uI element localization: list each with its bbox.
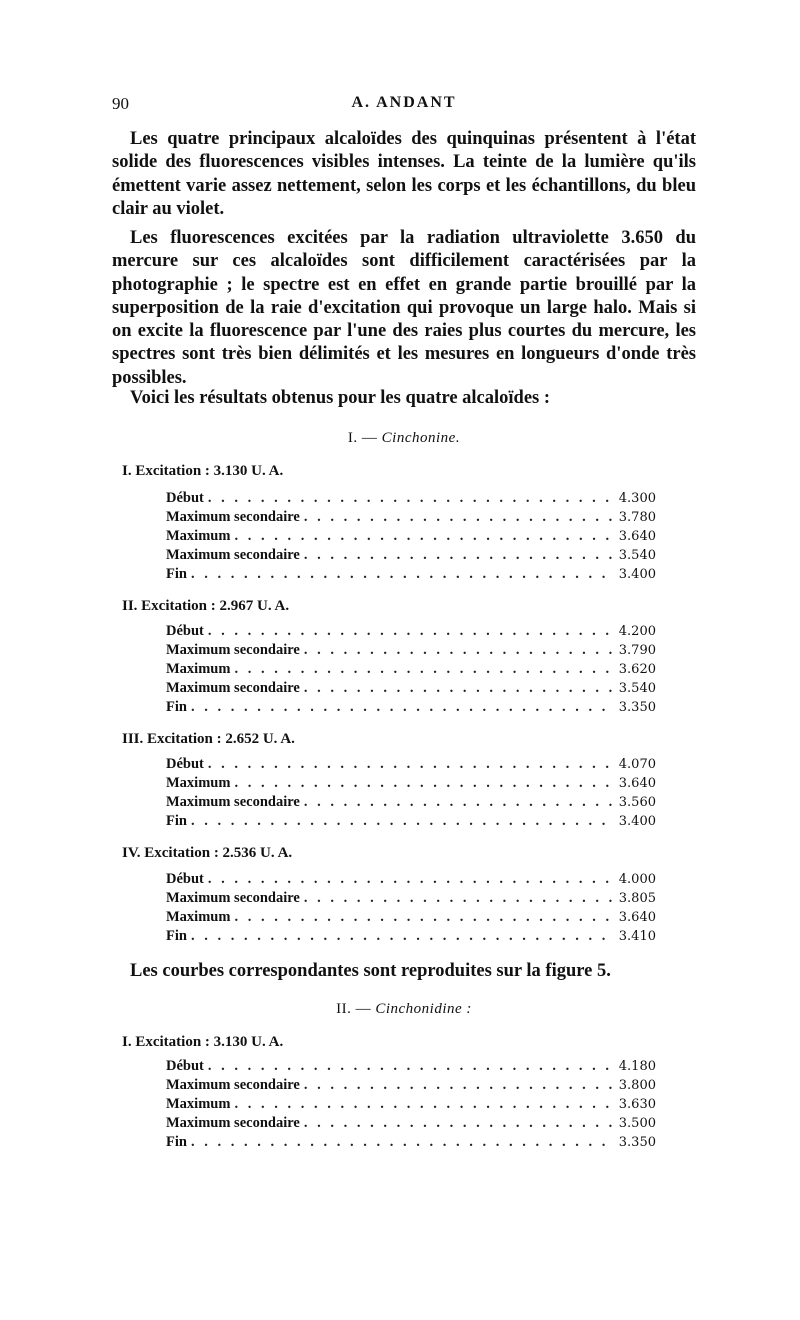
- leader-dots: [234, 528, 614, 545]
- leader-dots: [304, 794, 615, 811]
- leader-dots: [304, 1115, 615, 1132]
- leader-dots: [208, 490, 615, 507]
- leader-dots: [191, 699, 615, 716]
- measurement-value: 3.780: [618, 510, 656, 525]
- paragraph-intro: Les quatre principaux alcaloïdes des quinquinas présentent à l'état solide des fluorescences visibles intenses. La teinte de la lumière qu'ils émettent varie assez nettement, selon les corps et les échantillons, du bleu clair au violet.: [112, 129, 696, 219]
- measurement-label: Maximum secondaire: [166, 1115, 300, 1131]
- measurement-list: [166, 490, 656, 585]
- paragraph-method: Les fluorescences excitées par la radiation ultraviolette 3.650 du mercure sur ces alcaloïdes sont difficilement caractérisées par la photographie ; le spectre est en effet en grande partie brouillé par la superposition de la raie d'excitation qui provoque un large halo. Mais si on excite la fluorescence par l'une des raies plus courtes du mercure, les spectres sont très bien délimités et les mesures en longueurs d'onde très possibles.: [112, 228, 696, 388]
- section-number: II. —: [336, 1001, 372, 1017]
- measurement-value: 3.540: [618, 681, 656, 696]
- measurement-row: [166, 661, 656, 680]
- measurement-row: [166, 680, 656, 699]
- leader-dots: [234, 775, 614, 792]
- measurement-value: 3.500: [618, 1116, 656, 1131]
- measurement-row: [166, 490, 656, 509]
- section-title-cinchonine: [112, 430, 696, 447]
- measurement-value: 4.180: [618, 1059, 656, 1074]
- section-name: Cinchonidine :: [375, 1001, 472, 1017]
- measurement-label: Maximum secondaire: [166, 794, 300, 810]
- measurement-value: 3.350: [618, 1135, 656, 1150]
- running-title: A. ANDANT: [351, 94, 457, 111]
- measurement-row: [166, 623, 656, 642]
- paragraph-results-lead: Voici les résultats obtenus pour les quatre alcaloïdes :: [130, 388, 551, 408]
- leader-dots: [208, 756, 615, 773]
- paragraph-figure-reference: Les courbes correspondantes sont reproduites sur la figure 5.: [130, 961, 611, 981]
- excitation-heading: I. Excitation : 3.130 U. A.: [122, 463, 284, 479]
- leader-dots: [234, 1096, 614, 1113]
- leader-dots: [234, 909, 614, 926]
- measurement-value: 3.640: [618, 910, 656, 925]
- measurement-label: Maximum: [166, 1096, 231, 1112]
- leader-dots: [304, 680, 615, 697]
- leader-dots: [208, 1058, 615, 1075]
- measurement-value: 3.560: [618, 795, 656, 810]
- measurement-list: [166, 1058, 656, 1153]
- measurement-row: [166, 566, 656, 585]
- measurement-label: Maximum: [166, 661, 231, 677]
- measurement-row: [166, 509, 656, 528]
- measurement-label: Fin: [166, 813, 187, 829]
- leader-dots: [191, 813, 615, 830]
- measurement-value: 3.410: [618, 929, 656, 944]
- measurement-value: 4.200: [618, 624, 656, 639]
- measurement-value: 3.640: [618, 776, 656, 791]
- measurement-label: Fin: [166, 1134, 187, 1150]
- measurement-label: Début: [166, 1058, 204, 1074]
- leader-dots: [191, 928, 615, 945]
- page-number: 90: [112, 94, 129, 113]
- measurement-label: Maximum secondaire: [166, 1077, 300, 1093]
- leader-dots: [304, 509, 615, 526]
- measurement-value: 3.800: [618, 1078, 656, 1093]
- measurement-value: 3.790: [618, 643, 656, 658]
- measurement-value: 4.300: [618, 491, 656, 506]
- excitation-heading: I. Excitation : 3.130 U. A.: [122, 1034, 284, 1050]
- measurement-label: Début: [166, 871, 204, 887]
- measurement-label: Fin: [166, 699, 187, 715]
- measurement-row: [166, 1115, 656, 1134]
- measurement-label: Maximum secondaire: [166, 547, 300, 563]
- measurement-value: 4.000: [618, 872, 656, 887]
- measurement-value: 3.620: [618, 662, 656, 677]
- measurement-label: Début: [166, 490, 204, 506]
- leader-dots: [304, 890, 615, 907]
- measurement-value: 3.805: [618, 891, 656, 906]
- leader-dots: [234, 661, 614, 678]
- measurement-value: 3.350: [618, 700, 656, 715]
- measurement-list: [166, 871, 656, 947]
- measurement-value: 3.400: [618, 567, 656, 582]
- section-number: I. —: [347, 430, 378, 446]
- measurement-row: [166, 813, 656, 832]
- measurement-value: 3.630: [618, 1097, 656, 1112]
- excitation-heading: IV. Excitation : 2.536 U. A.: [122, 845, 293, 861]
- measurement-label: Maximum secondaire: [166, 680, 300, 696]
- measurement-row: [166, 756, 656, 775]
- measurement-value: 3.640: [618, 529, 656, 544]
- measurement-label: Début: [166, 756, 204, 772]
- measurement-label: Maximum secondaire: [166, 509, 300, 525]
- leader-dots: [304, 642, 615, 659]
- measurement-value: 4.070: [618, 757, 656, 772]
- measurement-row: [166, 547, 656, 566]
- leader-dots: [304, 1077, 615, 1094]
- measurement-row: [166, 1077, 656, 1096]
- measurement-row: [166, 794, 656, 813]
- running-head: [112, 94, 696, 116]
- measurement-label: Maximum secondaire: [166, 642, 300, 658]
- section-name: Cinchonine.: [381, 430, 461, 446]
- measurement-row: [166, 909, 656, 928]
- excitation-heading: II. Excitation : 2.967 U. A.: [122, 598, 290, 614]
- measurement-value: 3.400: [618, 814, 656, 829]
- leader-dots: [191, 566, 615, 583]
- measurement-label: Fin: [166, 928, 187, 944]
- measurement-label: Maximum: [166, 775, 231, 791]
- measurement-row: [166, 642, 656, 661]
- measurement-label: Fin: [166, 566, 187, 582]
- measurement-list: [166, 756, 656, 832]
- measurement-row: [166, 775, 656, 794]
- leader-dots: [208, 623, 615, 640]
- measurement-row: [166, 928, 656, 947]
- measurement-row: [166, 1134, 656, 1153]
- measurement-row: [166, 1096, 656, 1115]
- measurement-row: [166, 699, 656, 718]
- leader-dots: [191, 1134, 615, 1151]
- measurement-label: Maximum: [166, 909, 231, 925]
- section-title-cinchonidine: [112, 1001, 696, 1018]
- measurement-row: [166, 871, 656, 890]
- measurement-label: Maximum secondaire: [166, 890, 300, 906]
- measurement-row: [166, 890, 656, 909]
- measurement-row: [166, 1058, 656, 1077]
- measurement-label: Début: [166, 623, 204, 639]
- leader-dots: [208, 871, 615, 888]
- measurement-list: [166, 623, 656, 718]
- measurement-row: [166, 528, 656, 547]
- measurement-value: 3.540: [618, 548, 656, 563]
- leader-dots: [304, 547, 615, 564]
- excitation-heading: III. Excitation : 2.652 U. A.: [122, 731, 295, 747]
- measurement-label: Maximum: [166, 528, 231, 544]
